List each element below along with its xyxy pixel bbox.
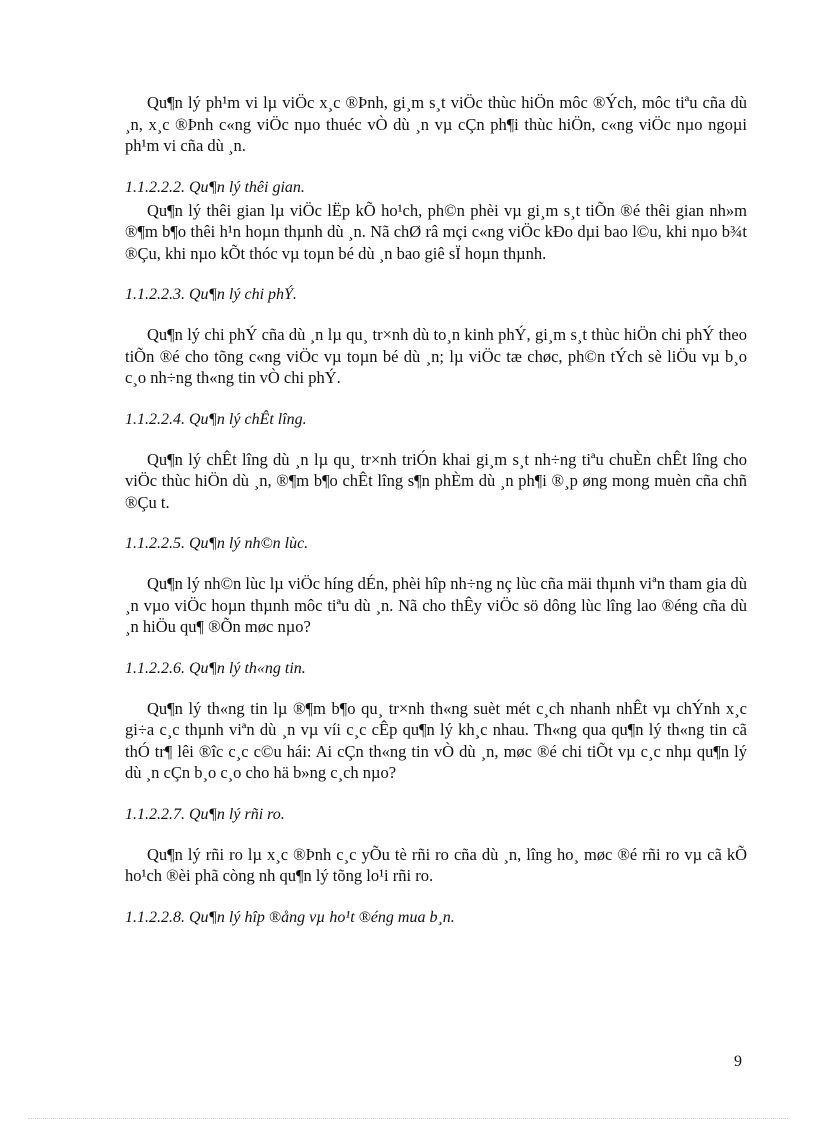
time-management-paragraph: Qu¶n lý thêi gian lµ viÖc lËp kÕ ho¹ch, ph©n phèi vµ gi¸m s¸t tiÕn ®é thêi gian nh»m ®¶m b¶o thêi h¹n hoµn thµnh dù ¸n. Nã chØ râ mçi c«ng viÖc kÐo dµi bao l©u, khi nµo b¾t ®Çu, khi nµo kÕt thóc vµ toµn bé dù ¸n bao giê sÏ hoµn thµnh.	[125, 200, 747, 263]
information-management-paragraph: Qu¶n lý th«ng tin lµ ®¶m b¶o qu¸ tr×nh th«ng suèt mét c¸ch nhanh nhÊt vµ chÝnh x¸c gi÷a c¸c thµnh viªn dù ¸n vµ víi c¸c cÊp qu¶n lý kh¸c nhau. Th«ng qua qu¶n lý th«ng tin cã thÓ tr¶ lêi ®îc c¸c c©u hái: Ai cÇn th«ng tin vÒ dù ¸n, møc ®é chi tiÕt vµ c¸c nhµ qu¶n lý dù ¸n cÇn b¸o c¸o cho hä b»ng c¸ch nµo?	[125, 698, 747, 782]
page-number: 9	[734, 1053, 742, 1070]
section-heading-time-management: 1.1.2.2.2. Qu¶n lý thêi gian.	[125, 178, 305, 196]
section-heading-cost-management: 1.1.2.2.3. Qu¶n lý chi phÝ.	[125, 286, 297, 303]
section-heading-quality-management: 1.1.2.2.4. Qu¶n lý chÊt lîng.	[125, 410, 307, 428]
page-bottom-divider	[28, 1118, 788, 1119]
scope-management-paragraph: Qu¶n lý ph¹m vi lµ viÖc x¸c ®Þnh, gi¸m s¸t viÖc thùc hiÖn môc ®Ých, môc tiªu cña dù ¸n, x¸c ®Þnh c«ng viÖc nµo thuéc vÒ dù ¸n vµ cÇn ph¶i thùc hiÖn, c«ng viÖc nµo ngoµi ph¹m vi cña dù ¸n.	[125, 93, 747, 155]
section-heading-human-resource-management: 1.1.2.2.5. Qu¶n lý nh©n lùc.	[125, 535, 309, 552]
risk-management-paragraph: Qu¶n lý rñi ro lµ x¸c ®Þnh c¸c yÕu tè rñi ro cña dù ¸n, lîng ho¸ møc ®é rñi ro vµ cã kÕ ho¹ch ®èi phã còng nh qu¶n lý tõng lo¹i rñi ro.	[125, 844, 747, 885]
section-heading-contract-management: 1.1.2.2.8. Qu¶n lý hîp ®ång vµ ho¹t ®éng mua b¸n.	[125, 908, 455, 926]
quality-management-paragraph: Qu¶n lý chÊt lîng dù ¸n lµ qu¸ tr×nh triÓn khai gi¸m s¸t nh÷ng tiªu chuÈn chÊt lîng cho viÖc thùc hiÖn dù ¸n, ®¶m b¶o chÊt lîng s¶n phÈm dù ¸n ph¶i ®¸p øng mong muèn cña chñ ®Çu t.	[125, 449, 747, 512]
cost-management-paragraph: Qu¶n lý chi phÝ cña dù ¸n lµ qu¸ tr×nh dù to¸n kinh phÝ, gi¸m s¸t thùc hiÖn chi phÝ theo tiÕn ®é cho tõng c«ng viÖc vµ toµn bé dù ¸n; lµ viÖc tæ chøc, ph©n tÝch sè liÖu vµ b¸o c¸o nh÷ng th«ng tin vÒ chi phÝ.	[125, 325, 747, 387]
page-content	[125, 92, 747, 928]
section-heading-risk-management: 1.1.2.2.7. Qu¶n lý rñi ro.	[125, 805, 285, 823]
section-heading-information-management: 1.1.2.2.6. Qu¶n lý th«ng tin.	[125, 659, 306, 677]
human-resource-management-paragraph: Qu¶n lý nh©n lùc lµ viÖc híng dÉn, phèi hîp nh÷ng nç lùc cña mäi thµnh viªn tham gia dù ¸n vµo viÖc hoµn thµnh môc tiªu dù ¸n. Nã cho thÊy viÖc sö dông lùc lîng lao ®éng cña dù ¸n hiÖu qu¶ ®Õn møc nµo?	[125, 574, 747, 636]
